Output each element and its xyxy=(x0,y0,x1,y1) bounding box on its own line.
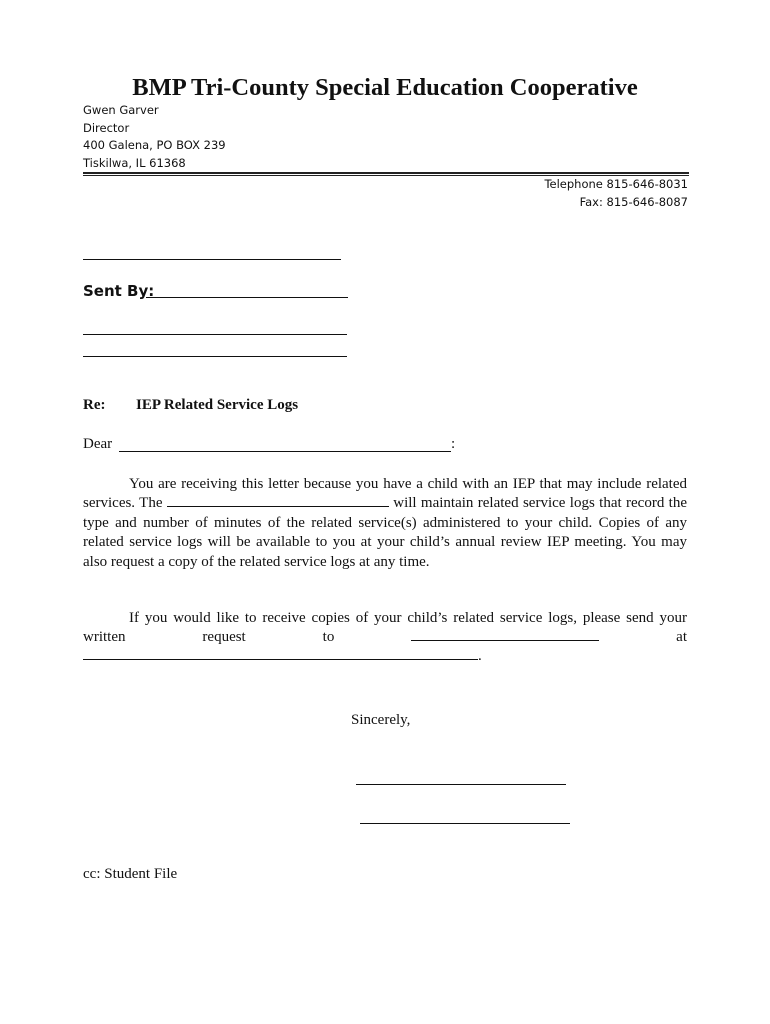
body-paragraph-2 xyxy=(83,609,687,648)
telephone: Telephone 815-646-8031 xyxy=(544,177,688,191)
re-subject: IEP Related Service Logs xyxy=(136,397,299,413)
signature-blank-line[interactable] xyxy=(356,784,566,785)
re-label: Re: xyxy=(83,397,106,413)
request-to-blank[interactable] xyxy=(411,629,599,641)
closing: Sincerely, xyxy=(351,712,411,728)
printed-name-blank-line[interactable] xyxy=(360,823,570,824)
cc-line: cc: Student File xyxy=(83,866,178,882)
salutation-colon: : xyxy=(451,436,456,452)
address-blank-line-2[interactable] xyxy=(83,356,347,357)
sender-name: Gwen Garver xyxy=(83,103,159,117)
address-blank-line-1[interactable] xyxy=(83,334,347,335)
sender-title: Director xyxy=(83,120,130,135)
recipient-blank-line[interactable] xyxy=(83,259,341,260)
sender-street: 400 Galena, PO BOX 239 xyxy=(83,138,226,152)
salutation-blank-line[interactable] xyxy=(119,451,451,452)
p2-text-a: If you would like to receive copies of your child’s related service logs, please send your written request to xyxy=(83,610,687,646)
p1-text-a: You are receiving this letter because you have a child with an IEP that may include related services. The xyxy=(83,476,687,512)
contact-info xyxy=(544,175,688,211)
organization-title: BMP Tri-County Special Education Cooperative xyxy=(132,74,638,101)
sent-by-label: Sent By: xyxy=(83,282,155,300)
provider-blank[interactable] xyxy=(167,495,389,507)
body-paragraph-1 xyxy=(83,475,687,572)
sender-city: Tiskilwa, IL 61368 xyxy=(83,155,186,170)
request-address-blank[interactable] xyxy=(83,648,478,660)
sent-by-blank-line[interactable] xyxy=(146,297,348,298)
p1-text-b: will maintain related service logs that record the type and number of minutes of the related service(s) administered to your child. Copies of any related service logs will be available to you at your child’s annual review IEP meeting. You may also request a copy of the related service logs at any time. xyxy=(83,495,688,570)
fax: Fax: 815-646-8087 xyxy=(579,195,688,209)
sender-address xyxy=(83,102,226,172)
p2-text-b: at xyxy=(676,629,687,646)
salutation-word: Dear xyxy=(83,436,113,452)
p2-last-line xyxy=(83,648,482,665)
p2-period: . xyxy=(478,648,482,664)
